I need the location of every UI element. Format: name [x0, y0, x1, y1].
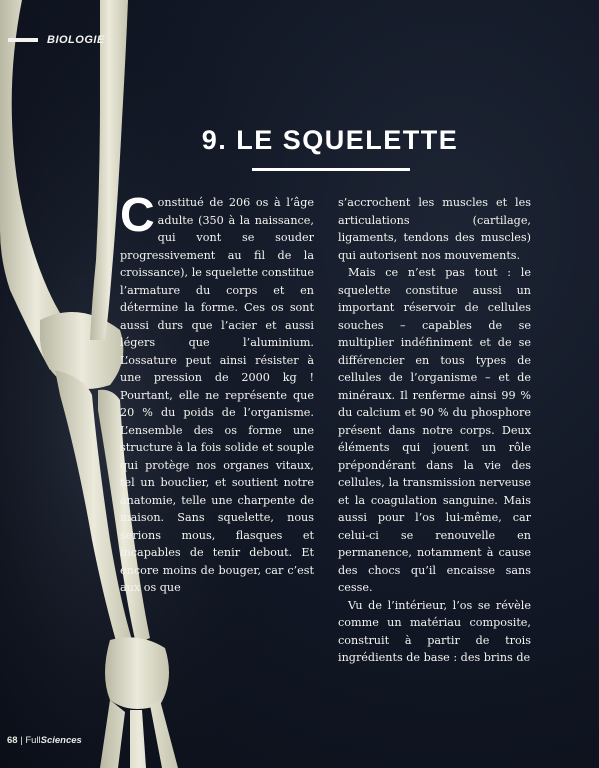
page-number: 68 [7, 735, 18, 746]
paragraph-text: onstitué de 206 os à l’âge adulte (350 à la naissance, qui vont se souder progressivement au fil de la croissance), le squelette constitue l’armature du corps et en détermine la forme. Ces os sont aussi durs que l’acier et aussi légers que l’aluminium. L’ossature peut ainsi résister à une pression de 2000 kg ! Pourtant, elle ne représente que 20 % du poids de l’organisme. L’ensemble des os forme une structure à la fois solide et souple qui protège nos organes vitaux, tel un bouclier, et soutient notre anatomie, telle une charpente de maison. Sans squelette, nous serions mous, flasques et incapables de tenir debout. Et encore moins de bouger, car c’est aux os que [120, 196, 314, 594]
page-footer [7, 735, 82, 746]
footer-separator: | [20, 735, 23, 746]
section-rubric: BIOLOGIE [47, 34, 105, 46]
paragraph [120, 189, 314, 597]
rubric-bar [8, 38, 38, 42]
paragraph: s’accrochent les muscles et les articulations (cartilage, ligaments, tendons des muscles) qui autorisent nos mouvements. [338, 196, 531, 262]
article-column-2 [338, 194, 531, 667]
magazine-name: Full [25, 735, 41, 746]
drop-cap: C [120, 189, 155, 242]
article-title: 9. LE SQUELETTE [201, 125, 459, 155]
paragraph: Vu de l’intérieur, l’os se révèle comme un matériau composite, construit à partir de trois ingrédients de base : des brins de [338, 598, 531, 664]
paragraph: Mais ce n’est pas tout : le squelette constitue aussi un important réservoir de cellules souches – capables de se multiplier indéfiniment et de se différencier en tous types de cellules de l’organisme – et de minéraux. Il renferme ainsi 99 % du calcium et 90 % du phosphore présent dans notre corps. Deux éléments qui jouent un rôle prépondérant dans la vie des cellules, la transmission nerveuse et la coagulation sanguine. Mais aussi pour l’os lui-même, car celui-ci se renouvelle en permanence, notamment à cause des chocs qu’il encaisse sans cesse. [338, 266, 531, 594]
title-underline [252, 168, 410, 171]
article-column-1 [120, 189, 314, 597]
wrist-bones [105, 637, 169, 709]
magazine-name-italic: Sciences [40, 735, 82, 746]
